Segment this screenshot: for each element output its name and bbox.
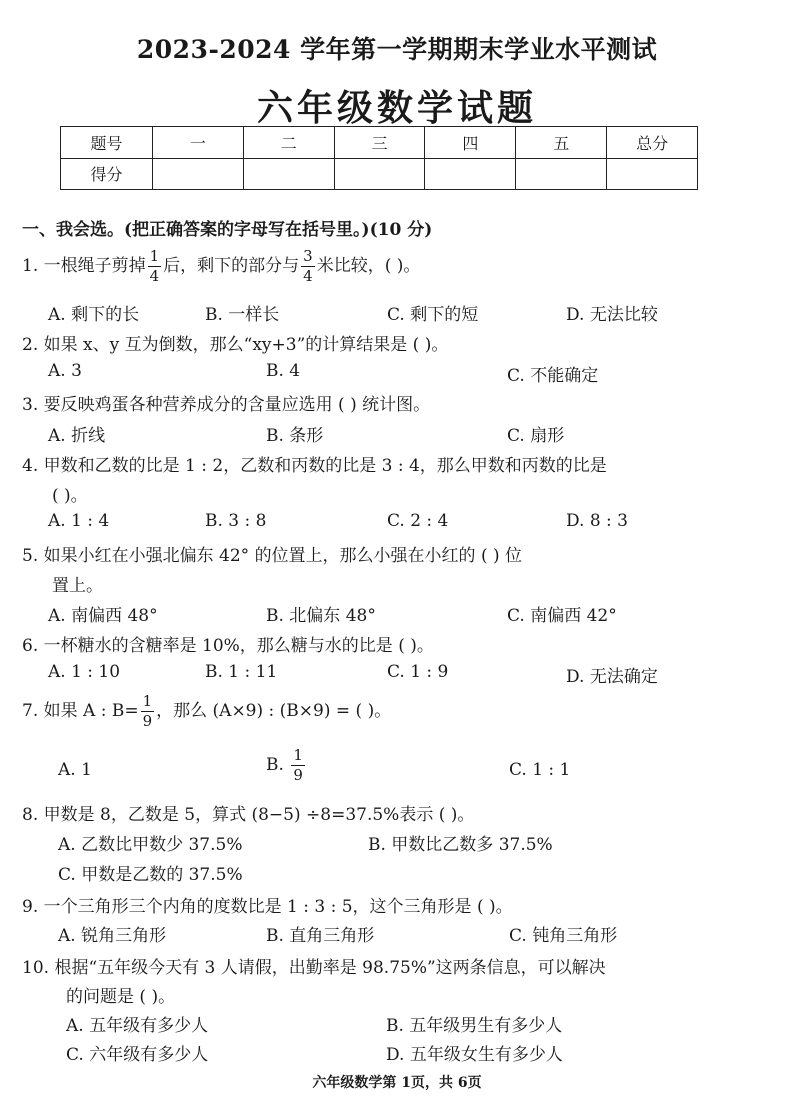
option-b: B. 甲数比乙数多 37.5% (368, 835, 553, 855)
option-c: C. 扇形 (507, 426, 565, 446)
option-b: B. 直角三角形 (266, 926, 375, 946)
option-a: A. 1 : 4 (48, 511, 110, 531)
fraction (141, 694, 155, 729)
question-text: 后，剩下的部分与 (163, 256, 300, 276)
question-1 (22, 249, 420, 284)
score-table-cell: 二 (243, 127, 334, 159)
option-c: C. 2 : 4 (387, 511, 449, 531)
option-c: C. 1 : 9 (387, 662, 449, 682)
score-table-cell: 四 (425, 127, 516, 159)
option-c: C. 不能确定 (507, 366, 599, 386)
option-c: C. 1 : 1 (509, 760, 571, 780)
question-text: 米比较，( )。 (316, 256, 421, 276)
fraction-numerator: 1 (142, 692, 153, 710)
score-input-cell[interactable] (153, 158, 244, 190)
score-input-cell[interactable] (425, 158, 516, 190)
option-d: D. 8 : 3 (566, 511, 628, 531)
option-a: A. 剩下的长 (48, 305, 140, 325)
score-table-cell: 题号 (61, 127, 153, 159)
question-10-continued: 的问题是 ( )。 (66, 987, 176, 1007)
option-d: D. 无法比较 (566, 305, 658, 325)
score-input-cell[interactable] (243, 158, 334, 190)
option-a: A. 南偏西 48° (48, 606, 158, 626)
score-table-cell: 三 (334, 127, 425, 159)
option-b: B. 条形 (266, 426, 324, 446)
question-4: 4. 甲数和乙数的比是 1 : 2，乙数和丙数的比是 3 : 4，那么甲数和丙数的比是 (22, 456, 607, 476)
question-10: 10. 根据“五年级今天有 3 人请假，出勤率是 98.75%”这两条信息，可以解决 (22, 958, 606, 978)
score-table-score-row (61, 158, 698, 190)
option-c: C. 甲数是乙数的 37.5% (58, 865, 243, 885)
question-5: 5. 如果小红在小强北偏东 42° 的位置上，那么小强在小红的 ( ) 位 (22, 546, 523, 566)
question-4-continued: ( )。 (52, 486, 88, 506)
option-b: B. 3 : 8 (205, 511, 267, 531)
option-a: A. 五年级有多少人 (66, 1016, 209, 1036)
fraction-denominator: 9 (293, 766, 303, 784)
option-a: A. 锐角三角形 (58, 926, 167, 946)
question-8: 8. 甲数是 8，乙数是 5，算式 (8−5) ÷8=37.5%表示 ( )。 (22, 805, 475, 825)
option-a: A. 折线 (48, 426, 106, 446)
page-footer: 六年级数学第 1页，共 6页 (312, 1075, 482, 1091)
score-table (60, 126, 698, 190)
question-7 (22, 694, 391, 729)
question-text: ，那么 (A×9) : (B×9) = ( )。 (156, 701, 392, 721)
score-table-cell: 总分 (607, 127, 698, 159)
option-c: C. 南偏西 42° (507, 606, 617, 626)
fraction (291, 748, 305, 783)
question-2: 2. 如果 x、y 互为倒数，那么“xy+3”的计算结果是 ( )。 (22, 335, 449, 355)
option-b: B. 一样长 (205, 305, 280, 325)
section-heading: 一、我会选。(把正确答案的字母写在括号里。)(10 分) (22, 220, 433, 240)
score-table-cell: 一 (153, 127, 244, 159)
fraction-numerator: 1 (293, 746, 303, 764)
option-d: D. 无法确定 (566, 667, 658, 687)
question-9: 9. 一个三角形三个内角的度数比是 1 : 3 : 5，这个三角形是 ( )。 (22, 897, 513, 917)
option-c: C. 钝角三角形 (509, 926, 618, 946)
option-a: A. 3 (48, 361, 82, 381)
option-b: B. 1 : 11 (205, 662, 278, 682)
question-text: 7. 如果 A : B= (22, 701, 139, 721)
question-text: 1. 一根绳子剪掉 (22, 256, 146, 276)
fraction-denominator: 4 (149, 267, 160, 285)
question-3: 3. 要反映鸡蛋各种营养成分的含量应选用 ( ) 统计图。 (22, 395, 431, 415)
option-a: A. 乙数比甲数少 37.5% (58, 835, 243, 855)
option-a: A. 1 : 10 (48, 662, 121, 682)
option-a: A. 1 (58, 760, 92, 780)
option-b: B. 4 (266, 361, 301, 381)
fraction-numerator: 3 (303, 247, 313, 265)
fraction (301, 249, 315, 284)
score-table-cell: 五 (516, 127, 607, 159)
score-table-header-row (61, 127, 698, 159)
question-6: 6. 一杯糖水的含糖率是 10%，那么糖与水的比是 ( )。 (22, 636, 434, 656)
question-5-continued: 置上。 (52, 576, 103, 596)
fraction-numerator: 1 (149, 247, 160, 265)
option-b: B. 五年级男生有多少人 (386, 1016, 563, 1036)
score-input-cell[interactable] (607, 158, 698, 190)
fraction-denominator: 9 (142, 712, 153, 730)
exam-subtitle: 六年级数学试题 (256, 87, 537, 129)
fraction (148, 249, 162, 284)
option-c: C. 六年级有多少人 (66, 1045, 209, 1065)
fraction-denominator: 4 (303, 267, 313, 285)
option-label: B. (266, 755, 284, 775)
score-input-cell[interactable] (516, 158, 607, 190)
option-c: C. 剩下的短 (387, 305, 479, 325)
option-d: D. 五年级女生有多少人 (386, 1045, 563, 1065)
option-b (266, 748, 307, 783)
option-b: B. 北偏东 48° (266, 606, 376, 626)
exam-title: 2023-2024 学年第一学期期末学业水平测试 (136, 35, 658, 64)
score-input-cell[interactable] (334, 158, 425, 190)
score-table-cell: 得分 (61, 158, 153, 190)
